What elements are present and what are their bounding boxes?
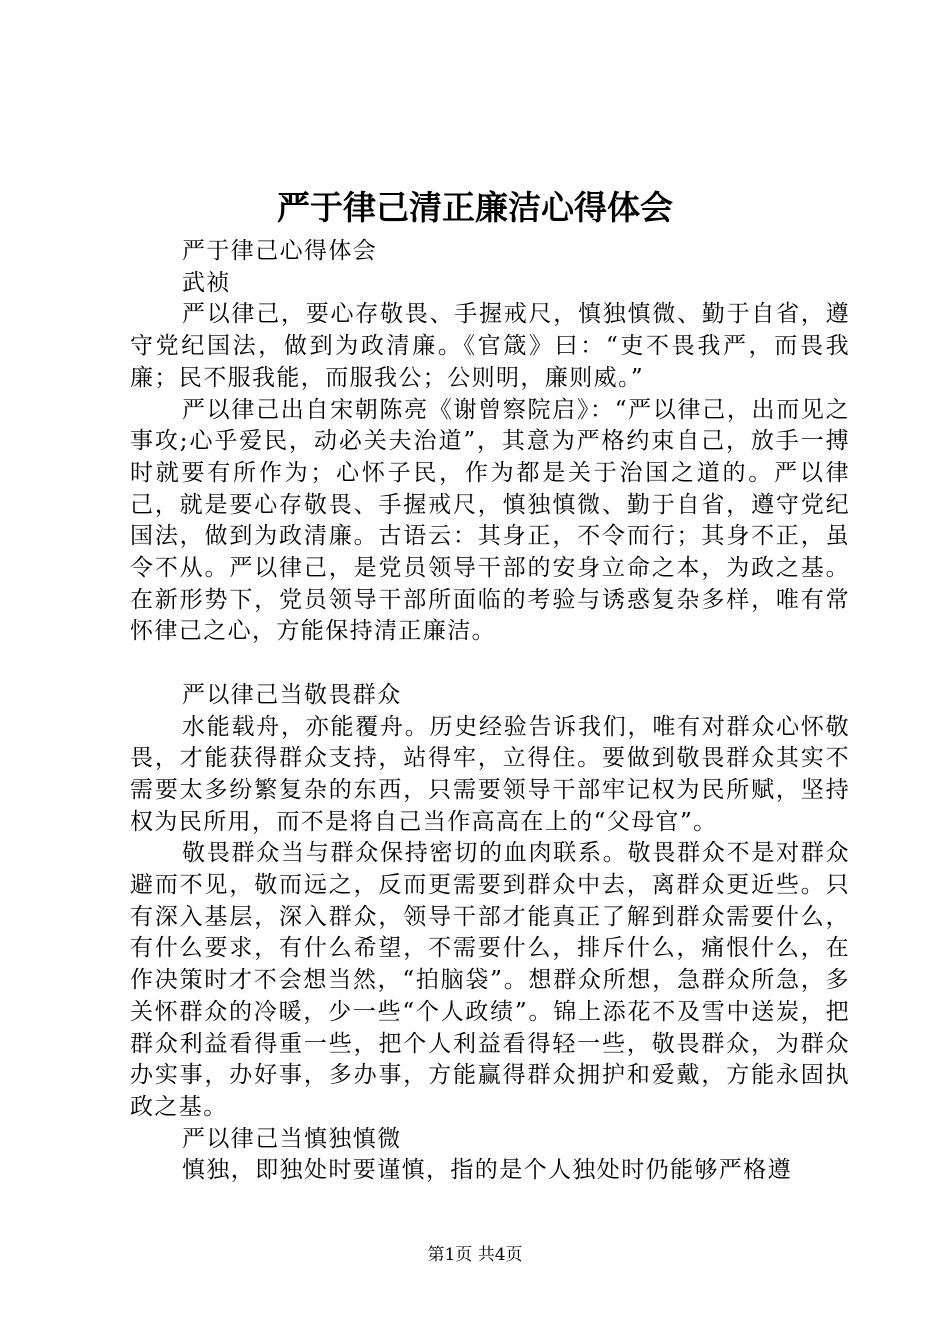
paragraph-subtitle: 严于律己心得体会 [182,238,378,264]
document-title: 严于律己清正廉洁心得体会 [277,188,673,227]
paragraph: 慎独，即独处时要谨慎，指的是个人独处时仍能够严格遵 [182,1157,792,1184]
paragraph-author: 武祯 [182,269,231,296]
paragraph: 严以律己，要心存敬畏、手握戒尺，慎独慎微、勤于自省，遵守党纪国法，做到为政清廉。《官箴》曰：“吏不畏我严，而畏我廉；民不服我能，而服我公；公则明，廉则威。” [130,301,850,391]
document-body [130,236,850,1187]
paragraph: 敬畏群众当与群众保持密切的血肉联系。敬畏群众不是对群众避而不见，敬而远之，反而更需要到群众中去，离群众更近些。只有深入基层，深入群众，领导干部才能真正了解到群众需要什么，有什么要求，有什么希望，不需要什么，排斥什么，痛恨什么，在作决策时才不会想当然，“拍脑袋”。想群众所想，急群众所急，多关怀群众的冷暖，少一些“个人政绩”。锦上添花不及雪中送炭，把群众利益看得重一些，把个人利益看得轻一些，敬畏群众，为群众办实事，办好事，多办事，方能赢得群众拥护和爱戴，方能永固执政之基。 [130,840,850,1120]
page-number-footer: 第1页 共4页 [427,1245,523,1265]
paragraph: 严以律己出自宋朝陈亮《谢曾察院启》：“严以律己，出而见之事攻;心乎爱民，动必关夫治道”，其意为严格约束自己，放手一搏时就要有所作为；心怀子民，作为都是关于治国之道的。严以律己，就是要心存敬畏、手握戒尺，慎独慎微、勤于自省，遵守党纪国法，做到为政清廉。古语云：其身正，不令而行；其身不正，虽令不从。严以律己，是党员领导干部的安身立命之本，为政之基。在新形势下，党员领导干部所面临的考验与诱惑复杂多样，唯有常怀律己之心，方能保持清正廉洁。 [130,396,850,645]
section-heading: 严以律己当敬畏群众 [182,681,402,708]
paragraph: 水能载舟，亦能覆舟。历史经验告诉我们，唯有对群众心怀敬畏，才能获得群众支持，站得牢，立得住。要做到敬畏群众其实不需要太多纷繁复杂的东西，只需要领导干部牢记权为民所赋，坚持权为民所用，而不是将自己当作高高在上的“父母官”。 [130,713,850,835]
section-heading: 严以律己当慎独慎微 [182,1125,402,1152]
